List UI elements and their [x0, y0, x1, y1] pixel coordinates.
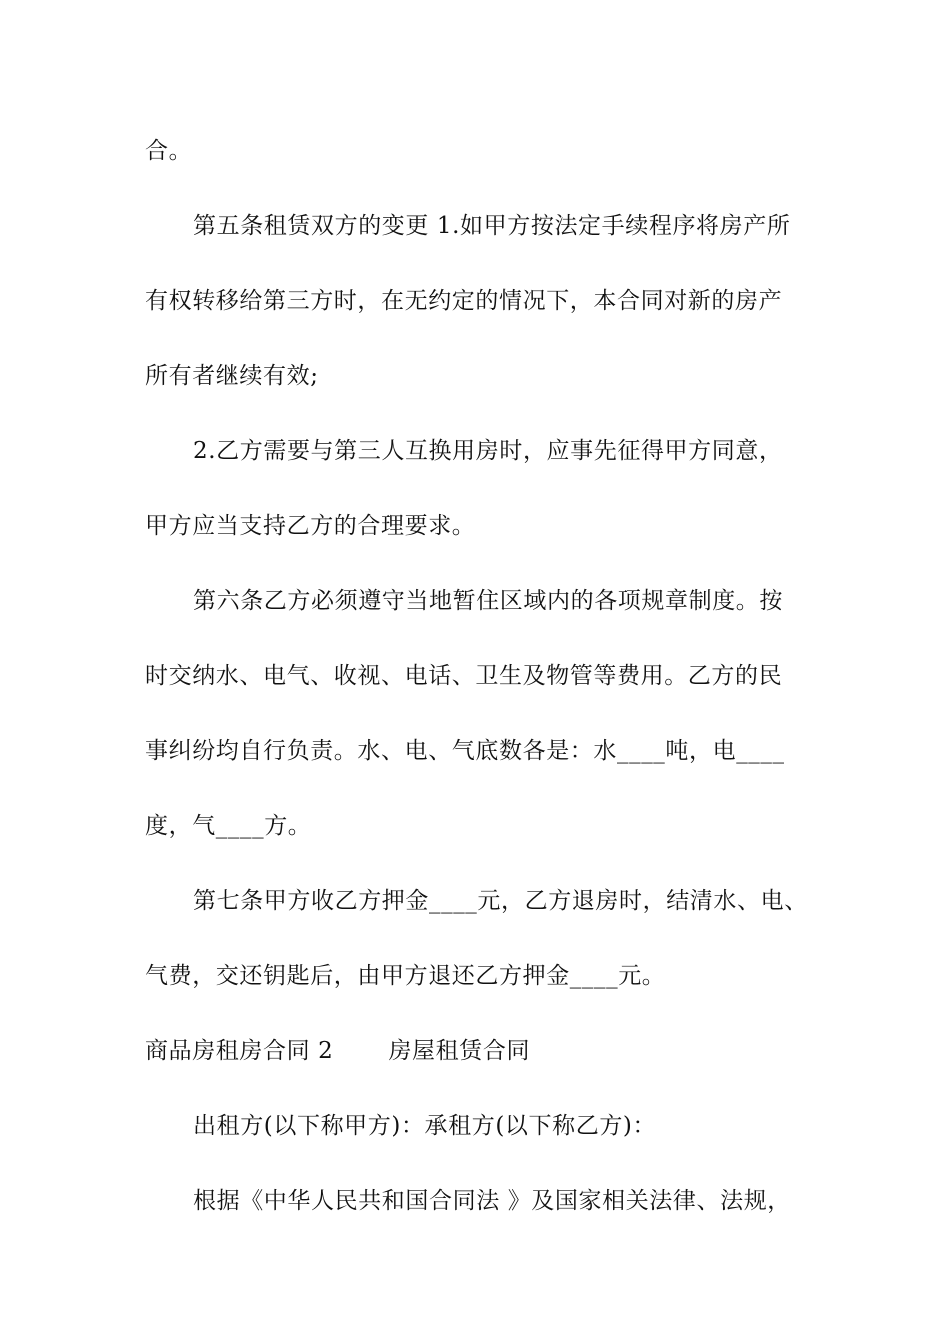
text-line: 第五条租赁双方的变更 1.如甲方按法定手续程序将房产所 — [193, 213, 791, 239]
text-line: 根据《中华人民共和国合同法 》及国家相关法律、法规， — [193, 1188, 791, 1214]
section-heading: 商品房租房合同 2 房屋租赁合同 — [145, 1038, 531, 1064]
text-line: 度，气____方。 — [145, 813, 312, 839]
text-line: 有权转移给第三方时，在无约定的情况下，本合同对新的房产 — [145, 288, 783, 314]
text-line: 合。 — [145, 138, 193, 164]
text-line: 气费，交还钥匙后，由甲方退还乙方押金____元。 — [145, 963, 666, 989]
text-line: 2.乙方需要与第三人互换用房时，应事先征得甲方同意， — [193, 438, 783, 464]
text-line: 甲方应当支持乙方的合理要求。 — [145, 513, 476, 539]
text-line: 第七条甲方收乙方押金____元，乙方退房时，结清水、电、 — [193, 888, 808, 914]
text-line: 所有者继续有效; — [145, 363, 319, 389]
text-line: 时交纳水、电气、收视、电话、卫生及物管等费用。乙方的民 — [145, 663, 783, 689]
text-line: 出租方(以下称甲方)：承租方(以下称乙方)： — [193, 1113, 657, 1139]
text-line: 第六条乙方必须遵守当地暂住区域内的各项规章制度。按 — [193, 588, 783, 614]
text-line: 事纠纷均自行负责。水、电、气底数各是：水____吨，电____ — [145, 738, 785, 764]
